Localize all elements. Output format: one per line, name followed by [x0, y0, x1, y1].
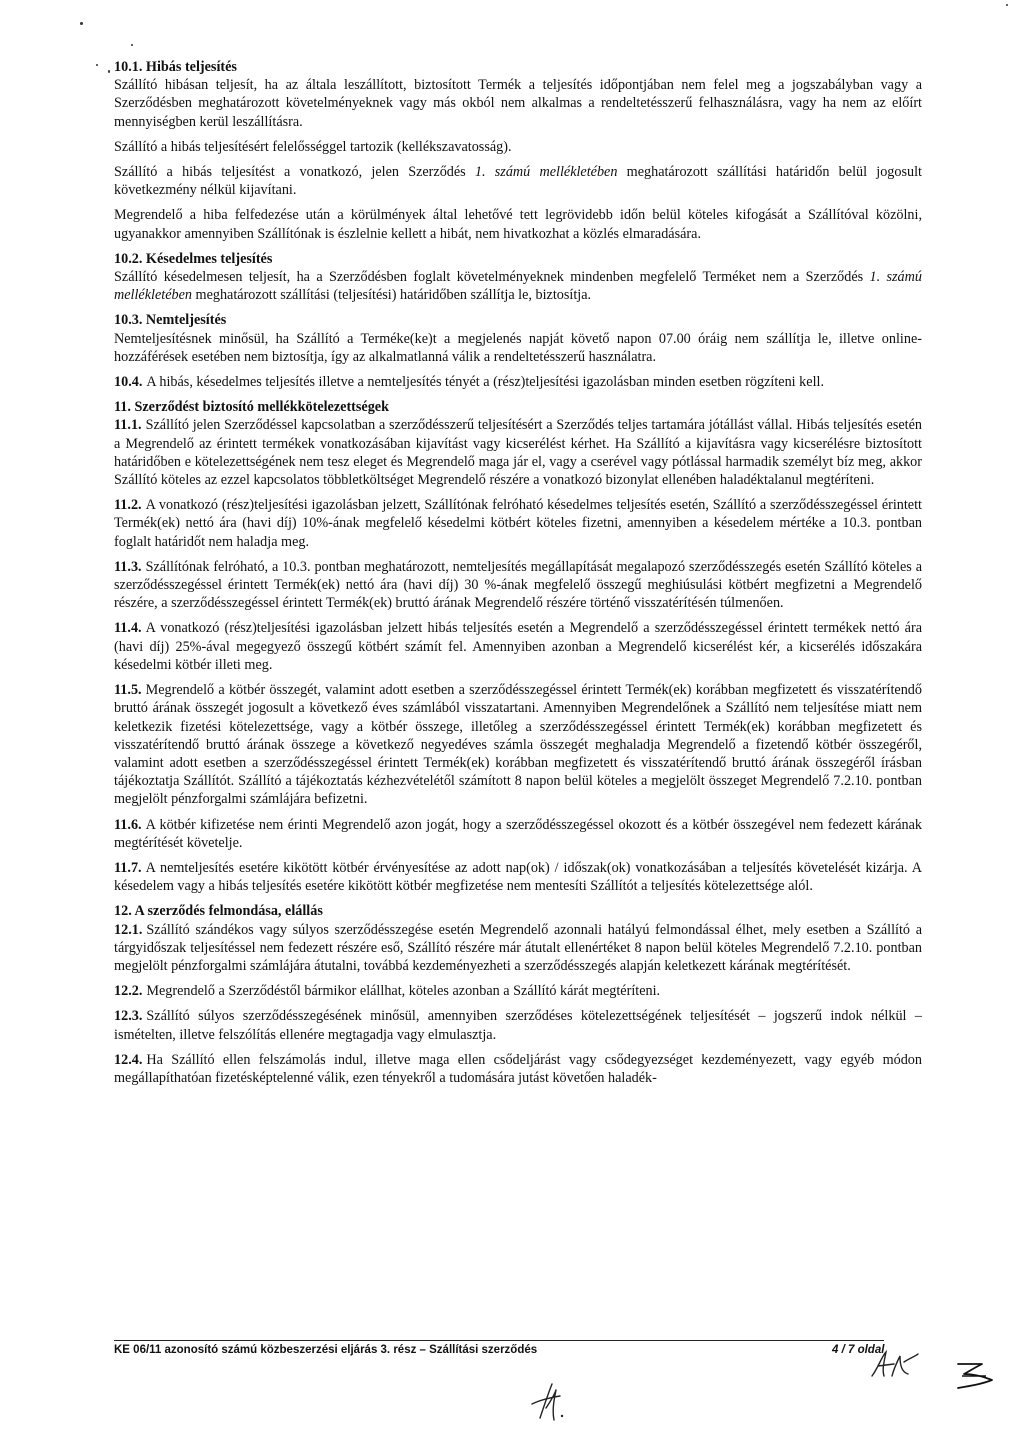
section-number: 11.2. — [114, 497, 142, 514]
section-heading-10-3 — [114, 311, 922, 329]
section-number: 12.2. — [114, 983, 143, 1000]
scan-speck — [131, 44, 133, 46]
scan-speck — [80, 22, 83, 25]
section-heading-11: 11. Szerződést biztosító mellékkötelezettségek — [114, 399, 389, 416]
page-footer — [114, 1340, 885, 1356]
text-run: Szállító súlyos szerződésszegésének minősül, amennyiben szerződéses kötelezettségének teljesítését – jogszerű indok nélkül – ismételten, illetve felszólítás ellenére megtagadja vagy elmulasztja. — [114, 1008, 922, 1043]
scan-speck — [1006, 4, 1008, 6]
paragraph — [114, 268, 922, 304]
paragraph: Szállító a hibás teljesítésért felelősséggel tartozik (kellékszavatosság). — [114, 138, 512, 155]
text-run: Ha Szállító ellen felszámolás indul, illetve maga ellen csődeljárást vagy csődegyezséget kezdeményezett, vagy egyéb módon megállapíthatóan fizetésképtelenné válik, ezen tényekről a tudomására jutást követően haladék- — [114, 1051, 922, 1086]
text-run: A kötbér kifizetése nem érinti Megrendelő azon jogát, hogy a szerződésszegéssel okozott és a kötbér összegével nem fedezett kárának megtérítését követelje. — [114, 816, 922, 851]
text-run: Szállító jelen Szerződéssel kapcsolatban a szerződésszerű teljesítésért a Szerződés teljes tartamára jótállást vállal. Hibás teljesítés esetén a Megrendelő az érintett termékek vonatkozásában kijavítást vagy kicserélést kérhet. Ha Szállító a kijavításra vagy kicserélésre biztosított határidőben e kötelezettségének nem tesz eleget és Megrendelő maga jár el, vagy a cserével vagy pótlással harmadik személyt bíz meg, akkor Szállító köteles az ezzel kapcsolatos többletköltséget Megrendelő részére a vonatkozó bizonylat ellenében haladéktalanul megtéríteni. — [114, 417, 922, 489]
bottom-signature-icon — [526, 1378, 576, 1426]
section-number: 11.7. — [114, 859, 142, 876]
section-title: Nemteljesítés — [145, 312, 227, 329]
annex-reference: 1. számú mellékletében — [474, 164, 618, 181]
text-run: Megrendelő a kötbér összegét, valamint adott esetben a szerződésszegéssel érintett Termék(ek) korábban megfizetett és visszatérítendő bruttó árának összegét jogosult a következő éves számlából visszatartani. Amennyiben Megrendelőnek a Szállító nem teljesítése miatt nem keletkezik fizetési kötelezettsége, vagy a kötbér összege, illetőleg a szerződésszegéssel érintett Termék(ek) korábban megfizetett és visszatérítendő bruttó árának összege a következő negyedéves számla összegét meghaladja Megrendelő a fizetendő kötbér összegéről, valamint adott esetben a szerződésszegéssel érintett Termék(ek) korábban megfizetett és visszatérítendő bruttó árának összegéről írásban tájékoztatja Szállítót. Szállító a tájékoztatás kézhezvételétől számított 8 napon belül köteles a megjelölt összeget Megrendelő 7.2.10. pontban megjelölt pénzforgalmi számlájára befizetni. — [114, 682, 922, 808]
paragraph-12-1 — [114, 921, 922, 976]
text-run: meghatározott szállítási határidőn belül jogosult következmény nélkül kijavítani. — [114, 164, 922, 199]
scan-speck — [108, 70, 110, 73]
section-number: 10.2. — [114, 250, 143, 267]
paragraph — [114, 163, 922, 199]
paragraph-11-4 — [114, 619, 922, 674]
text-run: A vonatkozó (rész)teljesítési igazolásban jelzett hibás teljesítés esetén a Megrendelő a szerződésszegéssel érintett termékek nettó ára (havi díj) 25%-ával megegyező összegű kötbért számít fel. Amennyiben azonban a Megrendelő kicserélést kér, a kicserélés időszakára késedelmi kötbér illeti meg. — [114, 620, 922, 673]
page-number: 4 / 7 oldal — [832, 1344, 885, 1356]
paragraph-10-4 — [114, 373, 922, 391]
section-number: 11.3. — [114, 558, 142, 575]
footer-reference: KE 06/11 azonosító számú közbeszerzési eljárás 3. rész – Szállítási szerződés — [114, 1344, 538, 1356]
paragraph: Nemteljesítésnek minősül, ha Szállító a Terméke(ke)t a megjelenés napját követő napon 07.00 óráig nem szállítja le, illetve online-hozzáférések esetében nem biztosítja, így az alkalmatlanná válik a rendeltetésszerű használatra. — [114, 330, 922, 365]
text-run: Megrendelő a Szerződéstől bármikor elállhat, köteles azonban a Szállító kárát megtéríteni. — [146, 983, 661, 1000]
paragraph: Megrendelő a hiba felfedezése után a körülmények által lehetővé tett legrövidebb időn belül köteles kifogását a Szállítóval közölni, ugyanakkor amennyiben Szállítónak is észlelnie kellett a hibát, nem hivatkozhat a közlés elmaradására. — [114, 207, 922, 242]
text-run: Szállító késedelmesen teljesít, ha a Szerződésben foglalt követelményeknek mindenben megfelelő Terméket nem a Szerződés — [114, 269, 870, 286]
section-number: 11.6. — [114, 816, 142, 833]
section-number: 12.3. — [114, 1008, 143, 1025]
text-run: A hibás, késedelmes teljesítés illetve a nemteljesítés tényét a (rész)teljesítési igazolásban minden esetben rögzíteni kell. — [146, 374, 824, 391]
section-title: Késedelmes teljesítés — [145, 250, 273, 267]
paragraph-12-4 — [114, 1051, 922, 1087]
section-number: 10.3. — [114, 312, 143, 329]
section-number: 11.5. — [114, 682, 142, 699]
text-run: Szállító szándékos vagy súlyos szerződésszegése esetén Megrendelő azonnali hatályú felmondással élhet, mely esetben a Szállító a tárgyidőszak teljesítéssel nem fedezett részére eső, Szállító részére már átutalt ellenértéket 8 napon belül köteles Megrendelő 7.2.10. pontban megjelölt pénzforgalmi számlájára átutalni, továbbá kezdeményezheti a szerződésszegés alapján keletkezett kárának megtérítését. — [114, 921, 922, 974]
paragraph-11-3 — [114, 558, 922, 613]
section-number: 11.4. — [114, 620, 142, 637]
section-number: 12.4. — [114, 1051, 143, 1068]
paragraph-11-2 — [114, 496, 922, 551]
section-heading-12: 12. A szerződés felmondása, elállás — [114, 903, 323, 920]
initials-signature-icon — [868, 1346, 922, 1382]
paragraph: Szállító hibásan teljesít, ha az általa leszállított, biztosított Termék a teljesítés időpontjában nem felel meg a jogszabályban vagy a Szerződésben meghatározott követelményeknek vagy más okból nem alkalmas a rendeltetésszerű felhasználásra, vagy ha nem az előírt mennyiségben kerül leszállításra. — [114, 77, 922, 130]
section-number: 10.4. — [114, 374, 143, 391]
document-body — [114, 58, 922, 1094]
paragraph-12-2 — [114, 982, 922, 1000]
text-run: A vonatkozó (rész)teljesítési igazolásban jelzett, Szállítónak felróható késedelmes teljesítés esetén, Szállító a szerződésszegéssel érintett Termék(ek) nettó ára (havi díj) 10%-ának megfelelő késedelmi kötbért köteles fizetni, amennyiben a késedelem mértéke a 10.3. pontban foglalt határidőt nem haladja meg. — [114, 497, 922, 550]
paragraph-12-3 — [114, 1007, 922, 1043]
text-run: A nemteljesítés esetére kikötött kötbér érvényesítése az adott nap(ok) / időszak(ok) vonatkozásában a teljesítés követelését kizárja. A késedelem vagy a hibás teljesítés esetére kikötött kötbér megfizetése nem mentesíti Szállítót a teljesítés kötelezettsége alól. — [114, 859, 922, 895]
paragraph-11-1 — [114, 416, 922, 489]
annex-reference: 1. számú mellékletében — [114, 269, 922, 304]
scan-speck — [96, 64, 98, 66]
text-run: Szállító a hibás teljesítést a vonatkozó, jelen Szerződés — [114, 164, 475, 181]
paragraph-11-5 — [114, 681, 922, 808]
text-run: Szállítónak felróható, a 10.3. pontban meghatározott, nemteljesítés megállapítását megalapozó szerződésszegés esetén Szállító köteles a szerződésszegéssel érintett Termék(ek) nettó ára (havi díj) 30 %-ának megfelelő összegű meghiúsulási kötbért megfizetni a Megrendelő részére, a szerződésszegéssel érintett Termék(ek) bruttó árának Megrendelő részére történő visszatérítésén túlmenően. — [114, 558, 922, 612]
paragraph-11-6 — [114, 816, 922, 852]
section-number: 11.1. — [114, 417, 142, 434]
arrow-mark-icon — [952, 1358, 1000, 1392]
section-heading-10-1: 10.1. Hibás teljesítés — [114, 59, 237, 75]
text-run: meghatározott szállítási (teljesítési) határidőben szállítja le, biztosítja. — [191, 287, 592, 304]
section-number: 12.1. — [114, 921, 143, 938]
section-heading-10-2 — [114, 250, 922, 268]
paragraph-11-7 — [114, 859, 922, 895]
